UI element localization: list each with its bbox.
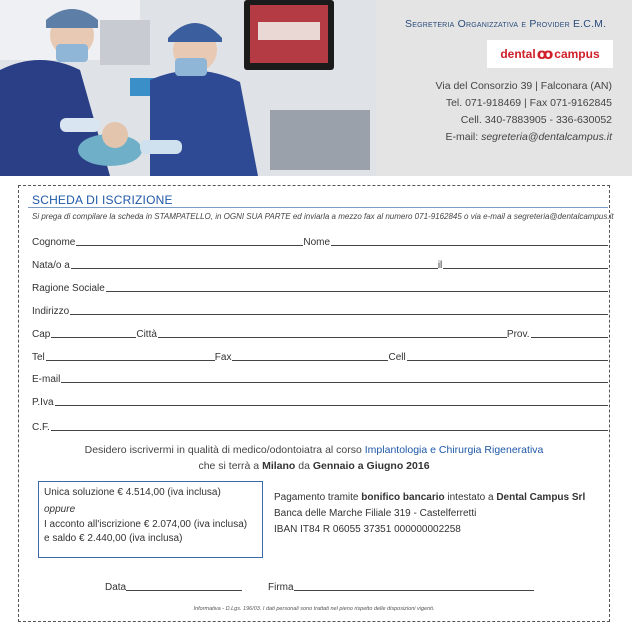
label-cap: Cap — [32, 329, 51, 340]
input-firma[interactable] — [294, 589, 534, 591]
organizer-title: Segreteria Organizzativa e Provider E.C.M. — [405, 18, 607, 30]
course-city: Milano — [262, 460, 296, 472]
payment-text-2: intestato a — [444, 492, 497, 503]
label-nome: Nome — [303, 237, 331, 248]
tooth-logo-icon: ꝏ — [536, 46, 554, 63]
label-fax: Fax — [214, 352, 232, 363]
date-row — [105, 579, 242, 593]
input-cell[interactable] — [407, 359, 608, 361]
phone-fax: Tel. 071-918469 | Fax 071-9162845 — [445, 97, 612, 109]
input-tel[interactable] — [46, 359, 215, 361]
label-firma: Firma — [268, 582, 294, 593]
row-cf — [32, 419, 608, 433]
email-link[interactable]: segreteria@dentalcampus.it — [481, 131, 612, 143]
row-piva — [32, 394, 608, 408]
email-line — [436, 129, 612, 146]
price-balance: e saldo € 2.440,00 (iva inclusa) — [44, 533, 183, 544]
input-luogo-nascita[interactable] — [71, 267, 438, 269]
label-email: E-mail — [32, 374, 61, 385]
input-ragione-sociale[interactable] — [106, 290, 608, 292]
title-divider — [28, 207, 608, 208]
price-deposit: I acconto all'iscrizione € 2.074,00 (iva inclusa) — [44, 519, 248, 530]
course-intro — [18, 444, 610, 456]
logo-word-campus: campus — [554, 47, 600, 61]
schedule-text-2: da — [295, 460, 313, 472]
label-nata: Nata/o a — [32, 260, 70, 271]
input-email[interactable] — [61, 381, 608, 383]
form-instructions: Si prega di compilare la scheda in STAMPATELLO, in OGNI SUA PARTE ed inviarla a mezzo fax al numero 071-9162845 o via e-mail a segreteria@dentalcampus.it — [32, 212, 614, 221]
price-single: Unica soluzione € 4.514,00 (iva inclusa) — [44, 487, 221, 498]
row-indirizzo — [32, 303, 608, 317]
bank-name: Banca delle Marche Filiale 319 - Castelferretti — [274, 508, 477, 519]
label-cognome: Cognome — [32, 237, 76, 248]
contact-details — [436, 78, 612, 146]
surgery-photo-illustration — [0, 0, 376, 176]
header-photo — [0, 0, 376, 176]
signature-row — [268, 579, 534, 593]
input-cf[interactable] — [51, 429, 608, 431]
input-citta[interactable] — [158, 336, 507, 338]
row-ragione — [32, 280, 608, 294]
intro-text: Desidero iscrivermi in qualità di medico/odontoiatra al corso — [84, 444, 365, 456]
row-tel — [32, 349, 608, 363]
payment-info — [274, 490, 585, 538]
payment-beneficiary: Dental Campus Srl — [496, 492, 586, 503]
privacy-notice: Informativa - D.Lgs. 196/03. I dati personali sono trattati nel pieno rispetto delle disposizioni vigenti. — [193, 606, 435, 612]
mobile-numbers: Cell. 340-7883905 - 336-630052 — [460, 114, 612, 126]
input-data[interactable] — [126, 589, 242, 591]
row-nascita — [32, 257, 608, 271]
input-cognome[interactable] — [76, 244, 303, 246]
iban: IBAN IT84 R 06055 37351 000000002258 — [274, 524, 461, 535]
label-tel: Tel — [32, 352, 45, 363]
input-cap[interactable] — [51, 336, 136, 338]
input-prov[interactable] — [531, 336, 608, 338]
input-data-nascita[interactable] — [443, 267, 608, 269]
label-cf: C.F. — [32, 422, 50, 433]
pricing-box — [38, 481, 263, 558]
address: Via del Consorzio 39 | Falconara (AN) — [435, 80, 612, 92]
row-cognome-nome — [32, 234, 608, 248]
label-data: Data — [105, 582, 127, 593]
schedule-text-1: che si terrà a — [198, 460, 263, 472]
dental-campus-logo — [487, 40, 613, 68]
label-citta: Città — [136, 329, 157, 340]
logo-word-dental: dental — [500, 47, 536, 61]
email-label: E-mail: — [445, 131, 482, 143]
payment-line — [274, 490, 585, 506]
label-cell: Cell — [388, 352, 406, 363]
input-piva[interactable] — [55, 404, 609, 406]
payment-method: bonifico bancario — [361, 492, 445, 503]
label-il: il — [437, 260, 443, 271]
course-schedule — [18, 460, 610, 472]
label-piva: P.Iva — [32, 397, 54, 408]
payment-text-1: Pagamento tramite — [274, 492, 362, 503]
input-indirizzo[interactable] — [70, 313, 608, 315]
price-or: oppure — [44, 504, 76, 515]
row-cap-citta — [32, 326, 608, 340]
course-dates: Gennaio a Giugno 2016 — [312, 460, 430, 472]
label-ragione: Ragione Sociale — [32, 283, 105, 294]
label-prov: Prov. — [506, 329, 530, 340]
form-title: SCHEDA DI ISCRIZIONE — [32, 193, 173, 207]
course-name: Implantologia e Chirurgia Rigenerativa — [364, 444, 544, 456]
row-email — [32, 371, 608, 385]
input-nome[interactable] — [331, 244, 608, 246]
label-indirizzo: Indirizzo — [32, 306, 70, 317]
input-fax[interactable] — [232, 359, 388, 361]
